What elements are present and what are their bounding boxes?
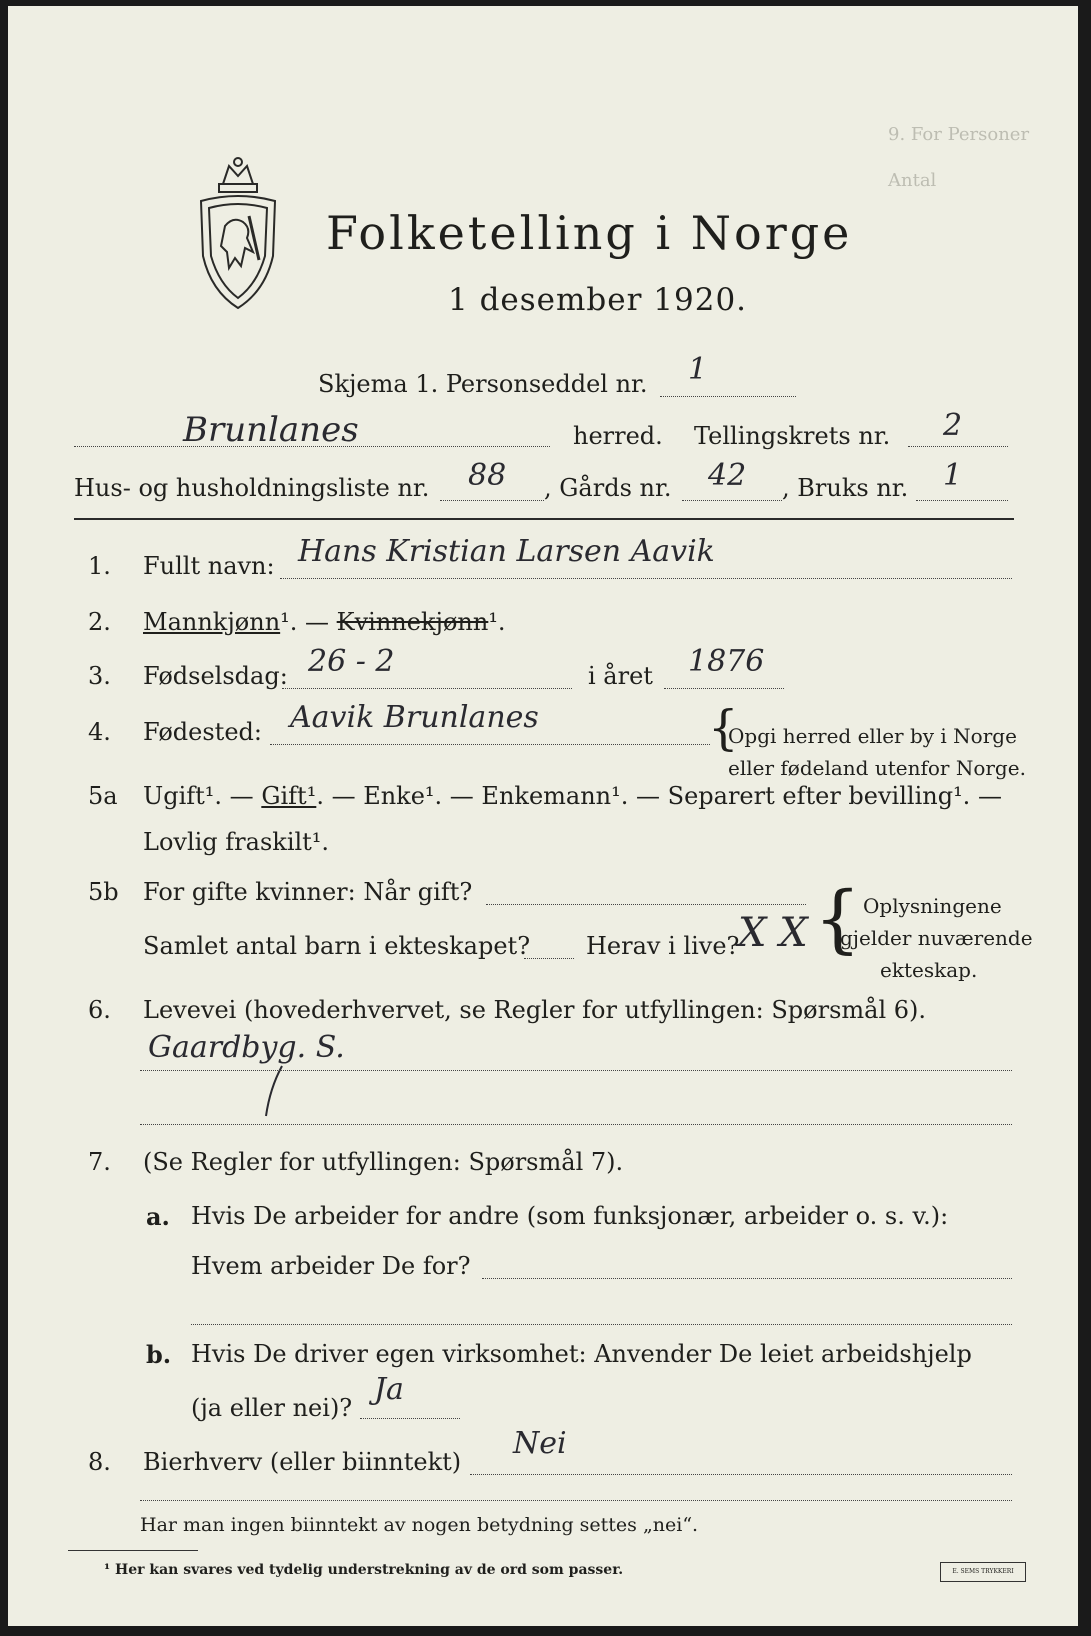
census-form-page <box>8 6 1078 1626</box>
herred-line <box>74 446 550 447</box>
birthplace-value[interactable]: Aavik Brunlanes <box>290 700 539 735</box>
form-title: Folketelling i Norge <box>326 206 853 260</box>
gards-number[interactable]: 42 <box>708 458 747 493</box>
q7b-letter: b. <box>146 1340 172 1369</box>
bruks-number[interactable]: 1 <box>943 458 963 493</box>
married-when-label: For gifte kvinner: Når gift? <box>143 878 473 906</box>
occupation-line-1 <box>140 1070 1012 1071</box>
gards-line <box>682 500 782 501</box>
occupation-value[interactable]: Gaardbyg. S. <box>148 1030 345 1065</box>
gender-male[interactable]: Mannkjønn <box>143 608 281 636</box>
form-end-line <box>140 1500 1012 1501</box>
brace-icon: { <box>708 700 739 756</box>
children-label: Samlet antal barn i ekteskapet? <box>143 932 531 960</box>
q1-number: 1. <box>88 552 111 580</box>
marriage-note-3: ekteskap. <box>880 958 978 982</box>
birth-year-value[interactable]: 1876 <box>688 644 765 679</box>
printer-stamp: E. SEMS TRYKKERI <box>940 1562 1026 1582</box>
census-date: 1 desember 1920. <box>448 282 748 318</box>
employer-line-2 <box>191 1324 1012 1325</box>
bleed-through-text: Antal <box>888 170 937 191</box>
birthplace-note-2: eller fødeland utenfor Norge. <box>728 756 1026 780</box>
children-line <box>524 958 574 959</box>
full-name-line <box>280 578 1012 579</box>
q7a-line-2: Hvem arbeider De for? <box>191 1252 471 1280</box>
footnote-divider <box>68 1550 198 1551</box>
side-income-value[interactable]: Nei <box>513 1426 567 1461</box>
side-income-line <box>470 1474 1012 1475</box>
birth-year-label: i året <box>588 662 653 690</box>
full-name-value[interactable]: Hans Kristian Larsen Aavik <box>298 534 715 569</box>
hired-help-value[interactable]: Ja <box>374 1372 404 1407</box>
employer-line-1 <box>482 1278 1012 1279</box>
personseddel-number[interactable]: 1 <box>688 352 708 387</box>
q7a-line-1: Hvis De arbeider for andre (som funksjonær, arbeider o. s. v.): <box>191 1202 949 1230</box>
q7b-line-1: Hvis De driver egen virksomhet: Anvender De leiet arbeidshjelp <box>191 1340 972 1368</box>
gender-female[interactable]: Kvinnekjønn <box>336 608 489 636</box>
status-gift[interactable]: Gift¹ <box>261 782 317 810</box>
q7-number: 7. <box>88 1148 111 1176</box>
q8-number: 8. <box>88 1448 111 1476</box>
q8-label: Bierhverv (eller biinntekt) <box>143 1448 462 1476</box>
personseddel-line <box>660 396 796 397</box>
alive-mark[interactable]: X X <box>738 910 808 956</box>
herred-name[interactable]: Brunlanes <box>183 410 359 450</box>
married-when-line <box>486 904 806 905</box>
schema-label: Skjema 1. Personseddel nr. <box>318 370 648 398</box>
gender-options: Mannkjønn¹. — Kvinnekjønn¹. <box>143 608 506 636</box>
bruks-label: , Bruks nr. <box>782 474 909 502</box>
status-fraskilt[interactable]: Lovlig fraskilt¹. <box>143 828 330 856</box>
brace-icon: { <box>814 876 862 962</box>
marriage-note-2: gjelder nuværende <box>840 926 1033 950</box>
gards-label: , Gårds nr. <box>544 474 672 502</box>
household-label: Hus- og husholdningsliste nr. <box>74 474 430 502</box>
q5b-number: 5b <box>88 878 119 906</box>
bruks-line <box>916 500 1008 501</box>
q3-number: 3. <box>88 662 111 690</box>
tellingskrets-line <box>908 446 1008 447</box>
footer-note: Har man ingen biinntekt av nogen betydning settes „nei“. <box>140 1514 699 1536</box>
q1-label: Fullt navn: <box>143 552 275 580</box>
birthday-line <box>282 688 572 689</box>
birthplace-note-1: Opgi herred eller by i Norge <box>728 724 1017 748</box>
q7b-line-2: (ja eller nei)? <box>191 1394 353 1422</box>
q4-label: Fødested: <box>143 718 262 746</box>
tellingskrets-label: Tellingskrets nr. <box>694 422 891 450</box>
coat-of-arms-icon <box>193 156 283 316</box>
q7a-letter: a. <box>146 1202 170 1231</box>
q7-label: (Se Regler for utfyllingen: Spørsmål 7). <box>143 1148 624 1176</box>
birthday-value[interactable]: 26 - 2 <box>308 644 395 679</box>
footnote: ¹ Her kan svares ved tydelig understrekning av de ord som passer. <box>104 1562 624 1578</box>
q3-label: Fødselsdag: <box>143 662 288 690</box>
marital-status-options: Ugift¹. — Gift¹. — Enke¹. — Enkemann¹. — Separert efter bevilling¹. — <box>143 782 1002 810</box>
birth-year-line <box>664 688 784 689</box>
birthplace-line <box>270 744 710 745</box>
household-number[interactable]: 88 <box>468 458 507 493</box>
bleed-through-text: 9. For Personer <box>888 124 1030 145</box>
q2-number: 2. <box>88 608 111 636</box>
pen-stroke-icon <box>260 1062 290 1122</box>
q4-number: 4. <box>88 718 111 746</box>
herred-label: herred. <box>573 422 663 450</box>
alive-label: Herav i live? <box>586 932 740 960</box>
q6-number: 6. <box>88 996 111 1024</box>
occupation-line-2 <box>140 1124 1012 1125</box>
q5a-number: 5a <box>88 782 118 810</box>
household-line <box>440 500 544 501</box>
marriage-note-1: Oplysningene <box>863 894 1002 918</box>
q6-label: Levevei (hovederhvervet, se Regler for utfyllingen: Spørsmål 6). <box>143 996 927 1024</box>
hired-help-line <box>360 1418 460 1419</box>
tellingskrets-number[interactable]: 2 <box>943 408 963 443</box>
header-divider <box>74 518 1014 520</box>
